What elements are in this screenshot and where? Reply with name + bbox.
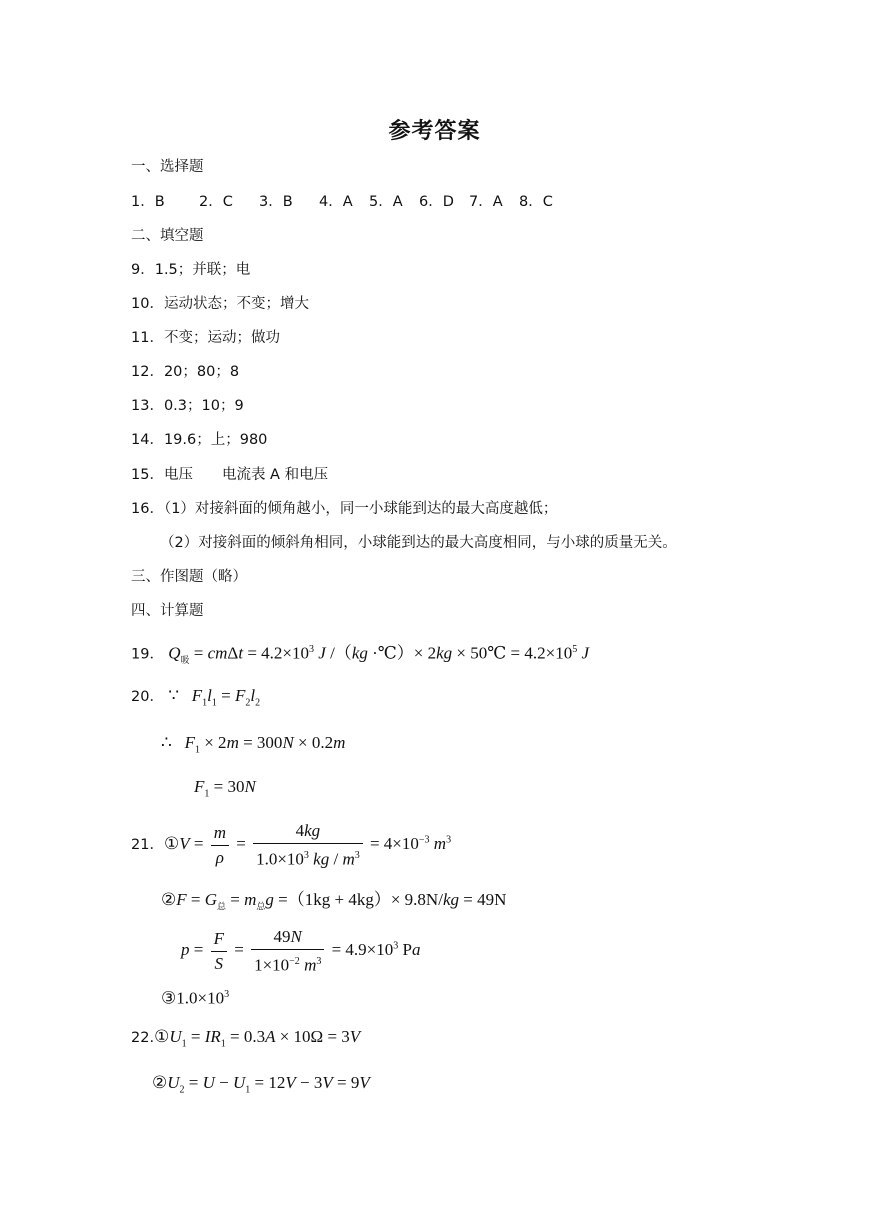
therefore-symbol: ∴ bbox=[161, 733, 172, 752]
fill-item-11: 11．不变；运动；做功 bbox=[131, 330, 280, 346]
formula-q20-result: $F_1 = 30N$ bbox=[194, 777, 256, 800]
formula-q19: 19． $Q_吸 = cm\Delta t = 4.2\times 10^3$ J /（kg ·℃）× 2kg × 50℃ = $4.2\times 10^5$ J bbox=[131, 643, 589, 667]
answer-5: 5．A bbox=[369, 194, 403, 210]
answer-7: 7．A bbox=[469, 194, 503, 210]
formula-q21-volume: 21．①V = $\frac{m}{\rho}$ = $\frac{4kg}{1.0\times 10^3 kg / m^3}$ = $4\times 10^{-3}$ $m^3$ bbox=[131, 821, 452, 869]
formula-q20-substitute: ∴ $F_1 \times 2m = 300N \times 0.2m$ bbox=[161, 733, 346, 756]
formula-q22-u1: $22.①U_1 = IR_1 = 0.3A \times 10\Omega = 3V$ bbox=[131, 1027, 361, 1050]
answer-8: 8．C bbox=[519, 194, 553, 210]
q20-number: 20． bbox=[131, 689, 164, 705]
formula-q20-lever: 20． ∵ $F_1l_1 = F_2l_2$ bbox=[131, 686, 261, 709]
section-heading-fill: 二、填空题 bbox=[131, 228, 204, 244]
fill-item-10: 10．运动状态；不变；增大 bbox=[131, 296, 309, 312]
fill-item-16-1: 16．（1）对接斜面的倾角越小，同一小球能到达的最大高度越低； bbox=[131, 501, 558, 517]
q21-number: 21． bbox=[131, 837, 164, 854]
answer-4: 4．A bbox=[319, 194, 353, 210]
choice-answers bbox=[131, 192, 569, 212]
page-title: 参考答案 bbox=[388, 119, 481, 144]
q19-number: 19． bbox=[131, 646, 164, 663]
q22-number: 22. bbox=[131, 1030, 155, 1046]
formula-q21-pressure: p = $\frac{F}{S}$ = $\frac{49N}{1\times 10^{-2} m^3}$ = $4.9\times 10^3$ Pa bbox=[181, 927, 421, 975]
fill-item-9: 9．1.5；并联；电 bbox=[131, 262, 251, 278]
answer-6: 6．D bbox=[419, 194, 454, 210]
fill-item-12: 12．20；80；8 bbox=[131, 364, 240, 380]
formula-q22-u2: $②U_2 = U - U_1 = 12V - 3V = 9V$ bbox=[152, 1073, 370, 1096]
fill-item-15: 15．电压 电流表 A 和电压 bbox=[131, 467, 329, 483]
section-heading-calc: 四、计算题 bbox=[131, 603, 204, 619]
formula-q21-density: $③1.0\times 10^3$ bbox=[161, 988, 230, 1008]
q21-circle-3: ③ bbox=[161, 988, 177, 1008]
section-heading-choice: 一、选择题 bbox=[131, 159, 204, 175]
answer-3: 3．B bbox=[259, 194, 293, 210]
formula-q21-force: ②F = $G_总 = m_总g =(1kg + 4kg)\times 9.8N/kg = 49N$ bbox=[161, 890, 507, 913]
answer-1: 1．B bbox=[131, 194, 165, 210]
fill-item-16-2: （2）对接斜面的倾斜角相同，小球能到达的最大高度相同，与小球的质量无关。 bbox=[160, 535, 677, 551]
section-heading-drawing: 三、作图题（略） bbox=[131, 569, 247, 585]
fill-item-13: 13．0.3；10；9 bbox=[131, 398, 244, 414]
fill-item-14: 14．19.6；上；980 bbox=[131, 432, 268, 448]
q22-circle-1: ① bbox=[154, 1027, 170, 1046]
q21-circle-1: ① bbox=[163, 834, 180, 854]
q21-circle-2: ② bbox=[161, 890, 177, 909]
q22-circle-2: ② bbox=[152, 1073, 168, 1092]
because-symbol: ∵ bbox=[168, 686, 180, 705]
answer-2: 2．C bbox=[199, 194, 233, 210]
